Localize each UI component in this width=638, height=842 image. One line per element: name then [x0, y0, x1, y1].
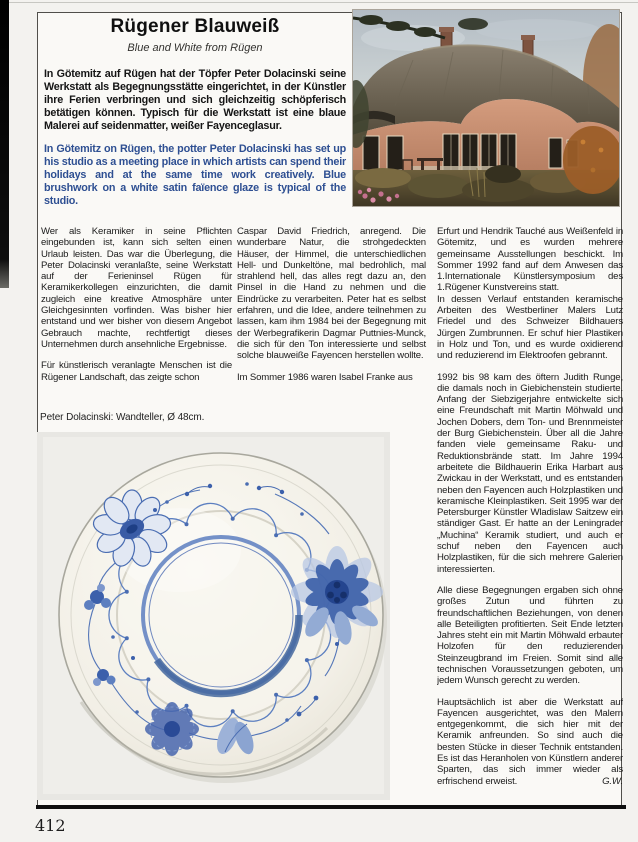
- body-paragraph: Wer als Keramiker in seine Pflichten eingebunden ist, kann sich selten einen Urlaub leisten. Das war die Überlegung, die Peter Dolacinski veranlaßte, seine Werkstatt auf der Ferieninsel Rügen für Keramikerkollegen einzurichten, die damit zugleich eine kreative Atmosphäre unter Gleichgesinnten vorfinden. Was bisher hier entstand und wer bisher von diesem Angebot Gebrauch machte, rechtfertigt dieses Unternehmen durch ansehnliche Ergebnisse.: [41, 226, 232, 350]
- body-paragraph: Für künstlerisch veranlagte Menschen ist die Rügener Landschaft, das zeigte schon: [41, 360, 232, 383]
- scan-top-line: [0, 2, 638, 3]
- body-paragraph: Erfurt und Hendrik Tauché aus Weißenfeld in Götemitz, und es wurden mehrere gemeinsame Ausstellungen beschickt. Im Sommer 1992 fand auf dem Anwesen das 1.Internationale Künstlersymposium des 1.Rügener Kunstvereins statt.: [437, 226, 623, 294]
- bottom-rosette-flower: [145, 702, 199, 756]
- column-right: [437, 226, 623, 804]
- page-title: Rügener Blauweiß: [110, 16, 280, 37]
- house-photo-illustration: [353, 10, 619, 206]
- scan-edge-shadow: [0, 0, 9, 288]
- plate-photo: [37, 432, 390, 800]
- author-initials: G.W.: [602, 775, 623, 787]
- page-subtitle: Blue and White from Rügen: [127, 42, 263, 54]
- plate-photo-illustration: [37, 432, 390, 800]
- closing-text: Hauptsächlich ist aber die Werkstatt auf Fayencen ausgerichtet, was den Malern entgegenkommt, die sich hier mit der Keramik anfreunden. So sind auch die besten Stücke in dieser Technik entstanden. Es ist das Heranholen von Künstlern anderer Sparten, das sich immer wieder als erfrischend erweist.: [437, 696, 623, 787]
- intro-paragraph-english: In Götemitz on Rügen, the potter Peter Dolacinski has set up his studio as a meeting place in which artists can spend their holidays and at the same time work creatively. Blue brushwork on a white satin faïence glaze is typical of the studio.: [44, 143, 346, 207]
- column-left: [41, 226, 232, 393]
- page-number: 412: [35, 816, 66, 835]
- masthead: [37, 16, 353, 54]
- body-paragraph-last: [437, 697, 623, 787]
- house-photo: [352, 9, 620, 207]
- intro-paragraph-german: In Götemitz auf Rügen hat der Töpfer Peter Dolacinski seine Werkstatt als Begegnungsstätte eingerichtet, in der Künstler ihre Ferien verbringen und sich gleichzeitig schöpferisch betätigen können. Typisch für die Werkstatt ist eine blaue Malerei auf seidenmatter, weißer Fayenceglasur.: [44, 68, 346, 132]
- body-paragraph: 1992 bis 98 kam des öftern Judith Runge, die damals noch in Giebichenstein studierte. Anfang der Siebzigerjahre entwickelte sich eine Freundschaft mit Martin Möhwald und Jochen Dobers, dem Ton- und Brennmeister der Burg Giebichenstein. Über all die Jahre fanden viele gemeinsame Raku- und Reduktionsbrände statt. Im Jahre 1994 arbeitete die Bildhauerin Erika Harbart aus Zwickau in der Werkstatt, und es entstanden neben den Fayencen auch Holzplastiken und keramische Kleinplastiken. Seit 1995 war der Petersburger Künstler Wladislaw Saitzew ein ständiger Gast. Er hatte an der Leningrader „Muchina“ Keramik studiert, und auch er schuf neben den Fayencen auch Holzplastiken, für die sich mehrere Galerien interessierten.: [437, 371, 623, 575]
- body-paragraph: In dessen Verlauf entstanden keramische Arbeiten des Westberliner Malers Lutz Friedel und des Schweizer Bildhauers Jürgen Zumbrunnen. Er schuf hier Plastiken in Holz und Ton, und es wurde oxidierend und reduzierend im Elektroofen gebrannt.: [437, 293, 623, 362]
- column-middle: [237, 226, 426, 393]
- bottom-rule: [36, 805, 626, 809]
- body-paragraph: Caspar David Friedrich, anregend. Die wunderbare Natur, die strohgedeckten Häuser, der Himmel, die unterschiedlichen Hell- und Dunkeltöne, mal bedrohlich, mal strahlend hell, das alles regt dazu an, den Pinsel in die Hand zu nehmen und die Eindrücke zu verarbeiten. Peter hat es selbst erfahren, und die Idee, andere teilnehmen zu lassen, kam ihm 1984 bei der Begegnung mit der Werbegrafikerin Dagmar Puttnies-Munck, die sich für den Ton interessierte und selbst solche blauweiße Fayencen herstellen wollte.: [237, 226, 426, 362]
- body-paragraph: Alle diese Begegnungen ergaben sich ohne großes Zutun und führten zu freundschaftlichen Beziehungen, von denen alle Beteiligten profitierten. Seit Ende letzten Jahres steht ein mit Martin Möhwald erbauter Holzofen für den reduzierenden Steinzeugbrand im Freien. Somit sind alle technischen Voraussetzungen geboten, um jedem Wunsch gerecht zu werden.: [437, 584, 623, 687]
- plate-caption: Peter Dolacinski: Wandteller, Ø 48cm.: [40, 412, 205, 423]
- body-paragraph: Im Sommer 1986 waren Isabel Franke aus: [237, 371, 413, 383]
